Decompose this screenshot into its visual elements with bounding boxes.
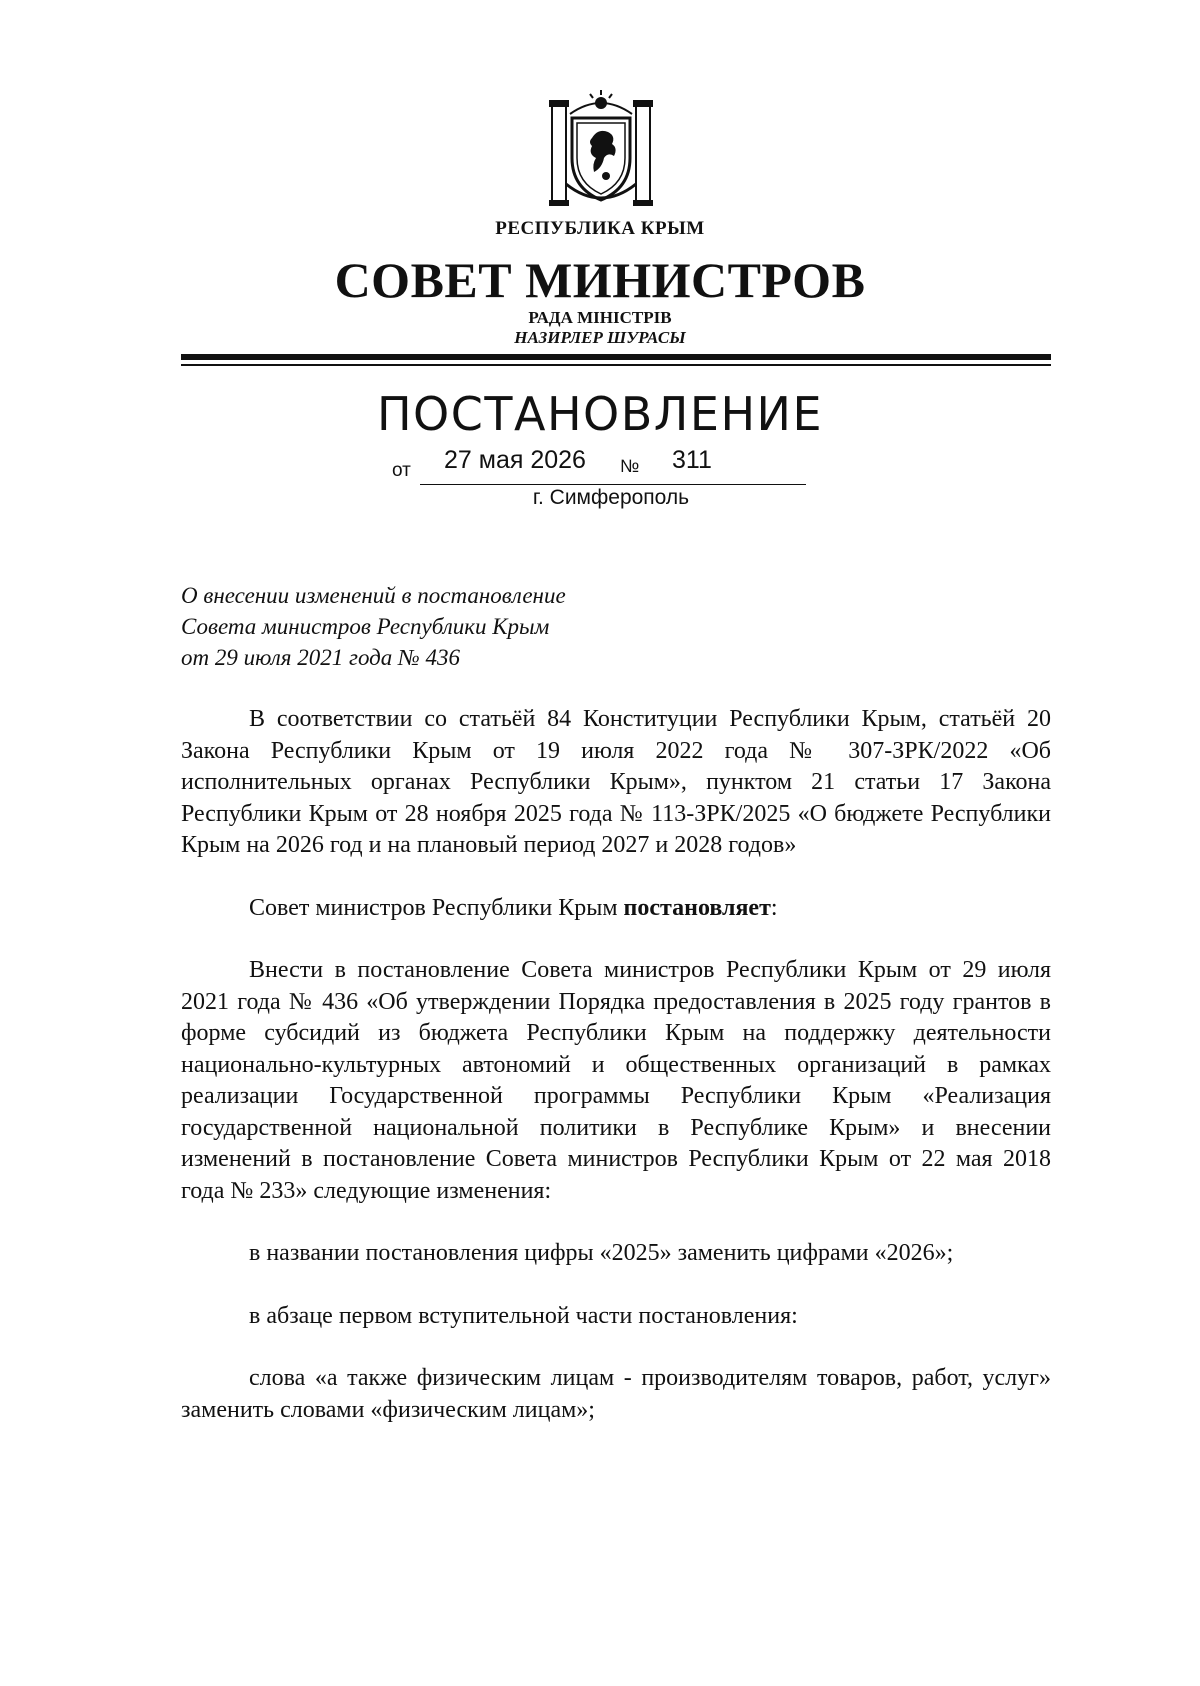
resolution-colon: : [770,894,778,921]
amendment-paragraph: Внести в постановление Совета министров Республики Крым от 29 июля 2021 года № 436 «Об утверждении Порядка предоставления в 2025 году грантов в форме субсидий из бюджета Республики Крым на поддержку деятельности национально-культурных автономий и общественных организаций в рамках реализации Государственной программы Республики Крым «Реализация государственной национальной политики в Республике Крым» и внесении изменений в постановление Совета министров Республики Крым от 22 мая 2018 года № 233» следующие изменения: [181,957,1051,1204]
resolution-text: Совет министров Республики Крым [249,894,624,921]
number-prefix: № [620,456,640,476]
resolution-paragraph [181,893,1051,925]
amendment-item: в названии постановления цифры «2025» заменить цифрами «2026»; [249,1240,954,1266]
decree-date-number-row [392,446,812,484]
header-divider-thin [181,364,1051,366]
decree-city: г. Симферополь [532,486,690,509]
date-underline [420,484,806,485]
resolution-verb: постановляет [623,894,771,921]
decree-title-line: Совета министров Республики Крым [181,614,550,639]
decree-title-line: О внесении изменений в постановление [181,583,566,608]
republic-name: РЕСПУБЛИКА КРЫМ [495,218,705,239]
amendment-item: слова «а также физическим лицам - производителям товаров, работ, услуг» заменить словами «физическим лицам»; [181,1365,1051,1423]
council-name: СОВЕТ МИНИСТРОВ [334,252,866,308]
date-prefix: от [392,460,411,481]
council-name-ukrainian: РАДА МІНІСТРІВ [528,308,672,327]
decree-body [181,704,1051,1457]
decree-number: 311 [672,446,712,474]
decree-title-line: от 29 июля 2021 года № 436 [181,645,460,670]
amendment-item: в абзаце первом вступительной части постановления: [249,1302,798,1329]
decree-heading: ПОСТАНОВЛЕНИЕ [376,387,824,441]
header-divider-thick [181,354,1051,360]
preamble-paragraph: В соответствии со статьёй 84 Конституции Республики Крым, статьёй 20 Закона Республики Крым от 19 июля 2022 года № 307-ЗРК/2022 «Об исполнительных органах Республики Крым», пунктом 21 статьи 17 Закона Республики Крым от 28 ноября 2025 года № 113-ЗРК/2025 «О бюджете Республики Крым на 2026 год и на плановый период 2027 и 2028 годов» [181,706,1051,858]
decree-title [181,580,566,673]
decree-date: 27 мая 2026 [444,446,586,474]
council-name-crimean-tatar: НАЗИРЛЕР ШУРАСЫ [514,328,686,347]
crimea-coat-of-arms-icon [548,88,654,210]
